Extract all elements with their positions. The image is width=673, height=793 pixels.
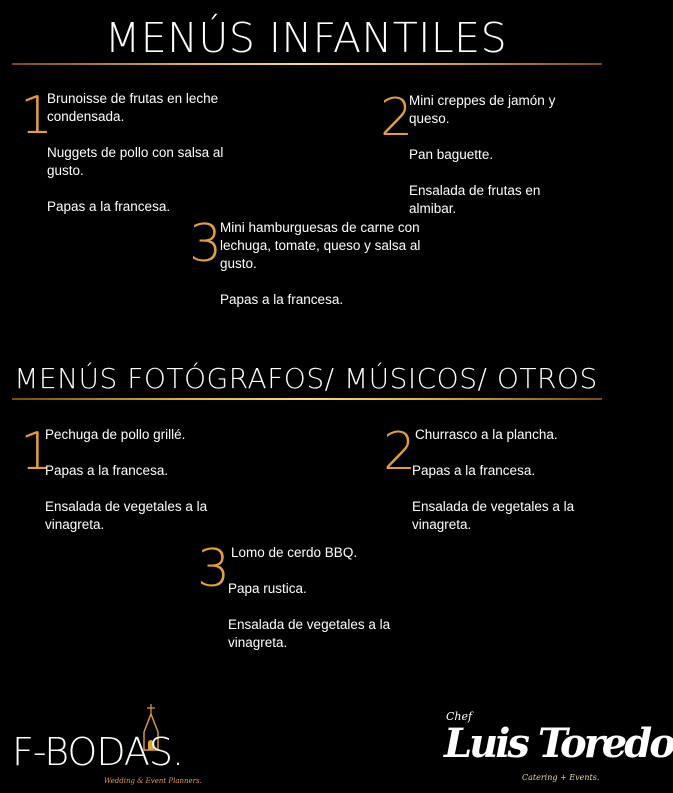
menu-infantil-1: [47, 90, 257, 216]
menu-item: Pan baguette.: [409, 147, 494, 162]
fbodas-tagline: Wedding & Event Planners.: [104, 777, 202, 785]
menu-item: Papa rustica.: [228, 581, 307, 596]
chef-signature: Luis Toredo: [444, 720, 673, 767]
menu-infantil-3: [220, 219, 425, 309]
menu-number: 1: [20, 422, 54, 482]
menu-otros-3: [228, 544, 408, 652]
gold-divider: [12, 398, 602, 400]
menu-otros-2: [412, 426, 602, 534]
menu-number: 3: [197, 539, 231, 599]
menu-item: Ensalada de vegetales a la vinagreta.: [412, 499, 575, 532]
menu-number: 2: [380, 88, 414, 148]
gold-divider: [12, 63, 602, 65]
section-title-infantiles: MENÚS INFANTILES: [104, 14, 508, 62]
fbodas-name: F-BODAS.: [12, 730, 184, 774]
menu-item: Brunoisse de frutas en leche condensada.: [47, 91, 219, 124]
menu-number: 2: [383, 422, 417, 482]
menu-item: Papas a la francesa.: [220, 292, 344, 307]
menu-item: Lomo de cerdo BBQ.: [231, 545, 358, 560]
fbodas-logo: [8, 700, 208, 790]
menu-item: Papas a la francesa.: [412, 463, 536, 478]
menu-item: Papas a la francesa.: [45, 463, 169, 478]
chef-logo: [430, 700, 673, 790]
menu-item: Nuggets de pollo con salsa al gusto.: [47, 145, 224, 178]
menu-otros-1: [45, 426, 235, 534]
chef-label: Chef: [446, 710, 473, 723]
menu-item: Pechuga de pollo grillé.: [45, 427, 186, 442]
section-title-fotografos: MENÚS FOTÓGRAFOS/ MÚSICOS/ OTROS: [14, 362, 598, 395]
menu-item: Churrasco a la plancha.: [415, 427, 558, 442]
menu-number: 1: [20, 86, 54, 146]
menu-item: Ensalada de vegetales a la vinagreta.: [228, 617, 391, 650]
menu-infantil-2: [409, 92, 589, 218]
menu-item: Ensalada de vegetales a la vinagreta.: [45, 499, 208, 532]
chef-tagline: Catering + Events.: [522, 773, 600, 782]
menu-item: Mini creppes de jamón y queso.: [409, 93, 556, 126]
menu-item: Ensalada de frutas en almibar.: [409, 183, 541, 216]
menu-item: Mini hamburguesas de carne con lechuga, tomate, queso y salsa al gusto.: [220, 220, 421, 271]
menu-number: 3: [189, 214, 223, 274]
menu-item: Papas a la francesa.: [47, 199, 171, 214]
